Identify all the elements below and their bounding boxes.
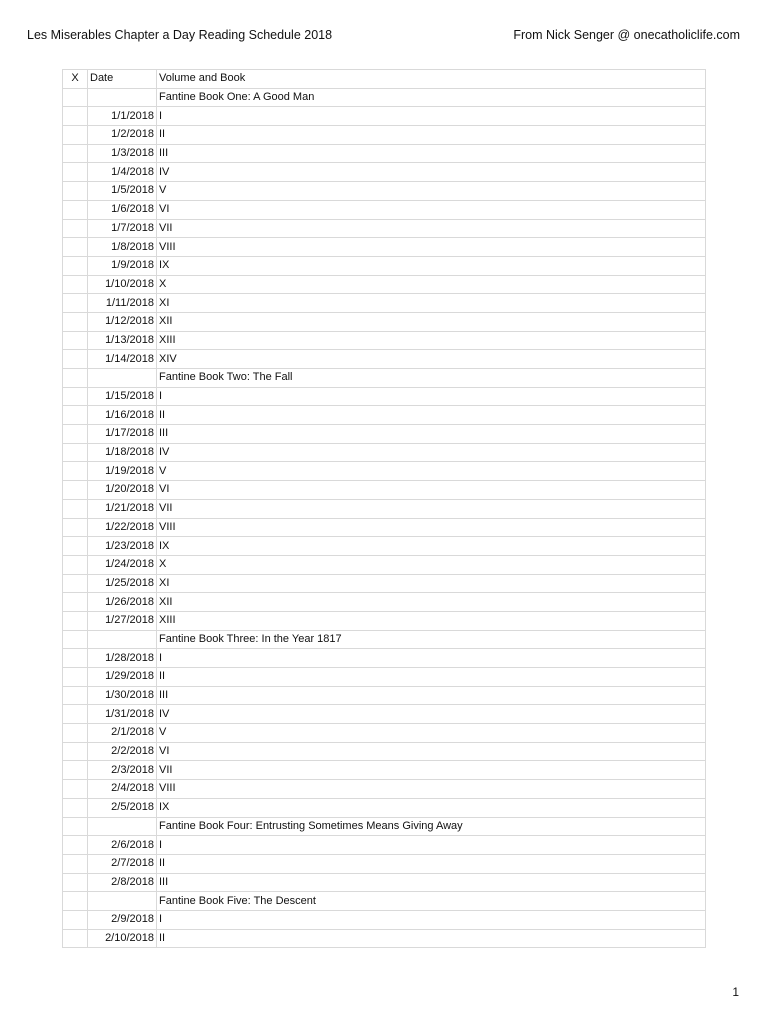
table-row (63, 275, 706, 294)
table-row (63, 929, 706, 948)
volume-book-cell: VI (157, 742, 706, 761)
volume-book-cell: I (157, 107, 706, 126)
date-cell: 1/15/2018 (88, 387, 157, 406)
date-cell: 1/18/2018 (88, 443, 157, 462)
table-row (63, 611, 706, 630)
volume-book-cell: V (157, 724, 706, 743)
source-credit: From Nick Senger @ onecatholiclife.com (513, 28, 740, 42)
checkbox-cell (63, 481, 88, 500)
checkbox-cell (63, 406, 88, 425)
checkbox-cell (63, 611, 88, 630)
volume-book-cell: X (157, 275, 706, 294)
volume-book-cell: XII (157, 312, 706, 331)
date-cell: 1/19/2018 (88, 462, 157, 481)
date-cell: 1/24/2018 (88, 555, 157, 574)
table-row (63, 836, 706, 855)
checkbox-cell (63, 256, 88, 275)
table-row (63, 593, 706, 612)
volume-book-cell: IV (157, 163, 706, 182)
table-row (63, 481, 706, 500)
table-row (63, 668, 706, 687)
checkbox-cell (63, 668, 88, 687)
checkbox-cell (63, 294, 88, 313)
table-row (63, 219, 706, 238)
checkbox-cell (63, 219, 88, 238)
checkbox-cell (63, 892, 88, 911)
checkbox-cell (63, 705, 88, 724)
date-cell: 1/16/2018 (88, 406, 157, 425)
table-row (63, 443, 706, 462)
volume-book-cell: I (157, 910, 706, 929)
table-row (63, 462, 706, 481)
volume-book-cell: II (157, 126, 706, 145)
volume-book-cell: VII (157, 761, 706, 780)
table-row (63, 742, 706, 761)
volume-book-cell: III (157, 425, 706, 444)
date-cell: 2/6/2018 (88, 836, 157, 855)
checkbox-cell (63, 649, 88, 668)
checkbox-cell (63, 238, 88, 257)
checkbox-cell (63, 443, 88, 462)
volume-book-cell: XII (157, 593, 706, 612)
table-row (63, 630, 706, 649)
volume-book-cell: V (157, 182, 706, 201)
date-cell: 1/13/2018 (88, 331, 157, 350)
checkbox-cell (63, 126, 88, 145)
table-row (63, 144, 706, 163)
date-cell: 1/8/2018 (88, 238, 157, 257)
table-row (63, 126, 706, 145)
date-cell: 1/22/2018 (88, 518, 157, 537)
checkbox-cell (63, 555, 88, 574)
table-row (63, 256, 706, 275)
date-cell: 1/29/2018 (88, 668, 157, 687)
volume-book-cell: VIII (157, 780, 706, 799)
volume-book-cell: XIV (157, 350, 706, 369)
date-cell: 1/20/2018 (88, 481, 157, 500)
table-row (63, 425, 706, 444)
volume-book-cell: IX (157, 256, 706, 275)
table-row (63, 817, 706, 836)
table-row (63, 182, 706, 201)
table-row (63, 369, 706, 388)
volume-book-cell: X (157, 555, 706, 574)
table-row (63, 163, 706, 182)
checkbox-cell (63, 88, 88, 107)
checkbox-cell (63, 836, 88, 855)
date-cell: 1/9/2018 (88, 256, 157, 275)
page-number: 1 (732, 985, 739, 999)
date-cell: 2/5/2018 (88, 798, 157, 817)
checkbox-cell (63, 350, 88, 369)
table-row (63, 555, 706, 574)
date-cell: 1/12/2018 (88, 312, 157, 331)
table-row (63, 761, 706, 780)
checkbox-cell (63, 742, 88, 761)
checkbox-cell (63, 462, 88, 481)
date-cell: 1/30/2018 (88, 686, 157, 705)
checkbox-cell (63, 574, 88, 593)
table-row (63, 406, 706, 425)
date-cell: 1/10/2018 (88, 275, 157, 294)
checkbox-cell (63, 312, 88, 331)
date-cell (88, 817, 157, 836)
volume-book-cell: XIII (157, 611, 706, 630)
date-cell (88, 88, 157, 107)
checkbox-cell (63, 817, 88, 836)
table-row (63, 294, 706, 313)
volume-book-cell: VII (157, 219, 706, 238)
volume-book-cell: IV (157, 705, 706, 724)
table-row (63, 331, 706, 350)
checkbox-cell (63, 144, 88, 163)
date-cell: 2/8/2018 (88, 873, 157, 892)
schedule-body (63, 88, 706, 948)
table-header-row (63, 70, 706, 89)
checkbox-cell (63, 200, 88, 219)
date-cell (88, 369, 157, 388)
volume-book-cell: XI (157, 574, 706, 593)
date-cell: 1/5/2018 (88, 182, 157, 201)
volume-book-cell: VII (157, 499, 706, 518)
table-row (63, 499, 706, 518)
table-row (63, 854, 706, 873)
table-row (63, 910, 706, 929)
date-cell: 1/14/2018 (88, 350, 157, 369)
date-cell: 2/9/2018 (88, 910, 157, 929)
table-row (63, 780, 706, 799)
checkbox-cell (63, 910, 88, 929)
checkbox-cell (63, 929, 88, 948)
volume-book-cell: III (157, 144, 706, 163)
checkbox-cell (63, 518, 88, 537)
volume-book-cell: XIII (157, 331, 706, 350)
date-cell: 1/1/2018 (88, 107, 157, 126)
date-cell: 2/10/2018 (88, 929, 157, 948)
volume-book-cell: II (157, 854, 706, 873)
volume-book-cell: Fantine Book Three: In the Year 1817 (157, 630, 706, 649)
checkbox-cell (63, 873, 88, 892)
reading-schedule-table (62, 69, 706, 948)
date-cell: 1/27/2018 (88, 611, 157, 630)
column-header-date: Date (88, 70, 157, 89)
volume-book-cell: IX (157, 537, 706, 556)
table-row (63, 873, 706, 892)
volume-book-cell: Fantine Book Four: Entrusting Sometimes Means Giving Away (157, 817, 706, 836)
table-row (63, 724, 706, 743)
table-row (63, 88, 706, 107)
checkbox-cell (63, 425, 88, 444)
volume-book-cell: VI (157, 481, 706, 500)
date-cell: 1/2/2018 (88, 126, 157, 145)
table-row (63, 686, 706, 705)
checkbox-cell (63, 780, 88, 799)
table-row (63, 312, 706, 331)
date-cell: 2/1/2018 (88, 724, 157, 743)
date-cell: 1/3/2018 (88, 144, 157, 163)
document-title: Les Miserables Chapter a Day Reading Schedule 2018 (27, 28, 333, 42)
checkbox-cell (63, 761, 88, 780)
volume-book-cell: IV (157, 443, 706, 462)
table-row (63, 537, 706, 556)
volume-book-cell: I (157, 387, 706, 406)
volume-book-cell: III (157, 686, 706, 705)
volume-book-cell: IX (157, 798, 706, 817)
date-cell (88, 630, 157, 649)
date-cell: 1/4/2018 (88, 163, 157, 182)
date-cell (88, 892, 157, 911)
date-cell: 2/3/2018 (88, 761, 157, 780)
date-cell: 1/11/2018 (88, 294, 157, 313)
volume-book-cell: I (157, 649, 706, 668)
volume-book-cell: II (157, 929, 706, 948)
checkbox-cell (63, 107, 88, 126)
column-header-volume-book: Volume and Book (157, 70, 706, 89)
volume-book-cell: Fantine Book One: A Good Man (157, 88, 706, 107)
checkbox-cell (63, 331, 88, 350)
volume-book-cell: I (157, 836, 706, 855)
volume-book-cell: Fantine Book Two: The Fall (157, 369, 706, 388)
checkbox-cell (63, 630, 88, 649)
checkbox-cell (63, 724, 88, 743)
table-row (63, 238, 706, 257)
date-cell: 1/23/2018 (88, 537, 157, 556)
date-cell: 1/7/2018 (88, 219, 157, 238)
date-cell: 1/31/2018 (88, 705, 157, 724)
date-cell: 1/21/2018 (88, 499, 157, 518)
checkbox-cell (63, 798, 88, 817)
table-row (63, 798, 706, 817)
volume-book-cell: III (157, 873, 706, 892)
column-header-x: X (63, 70, 88, 89)
table-row (63, 350, 706, 369)
checkbox-cell (63, 369, 88, 388)
table-row (63, 387, 706, 406)
volume-book-cell: V (157, 462, 706, 481)
table-row (63, 574, 706, 593)
date-cell: 2/2/2018 (88, 742, 157, 761)
checkbox-cell (63, 537, 88, 556)
date-cell: 1/28/2018 (88, 649, 157, 668)
table-row (63, 107, 706, 126)
volume-book-cell: VIII (157, 518, 706, 537)
table-row (63, 518, 706, 537)
page-header (27, 27, 740, 43)
volume-book-cell: VI (157, 200, 706, 219)
checkbox-cell (63, 182, 88, 201)
checkbox-cell (63, 275, 88, 294)
date-cell: 1/26/2018 (88, 593, 157, 612)
checkbox-cell (63, 163, 88, 182)
date-cell: 2/7/2018 (88, 854, 157, 873)
volume-book-cell: XI (157, 294, 706, 313)
volume-book-cell: II (157, 668, 706, 687)
volume-book-cell: Fantine Book Five: The Descent (157, 892, 706, 911)
table-row (63, 705, 706, 724)
date-cell: 2/4/2018 (88, 780, 157, 799)
table-row (63, 200, 706, 219)
checkbox-cell (63, 387, 88, 406)
volume-book-cell: VIII (157, 238, 706, 257)
volume-book-cell: II (157, 406, 706, 425)
date-cell: 1/17/2018 (88, 425, 157, 444)
table-row (63, 649, 706, 668)
checkbox-cell (63, 686, 88, 705)
checkbox-cell (63, 854, 88, 873)
checkbox-cell (63, 593, 88, 612)
date-cell: 1/6/2018 (88, 200, 157, 219)
checkbox-cell (63, 499, 88, 518)
table-row (63, 892, 706, 911)
date-cell: 1/25/2018 (88, 574, 157, 593)
